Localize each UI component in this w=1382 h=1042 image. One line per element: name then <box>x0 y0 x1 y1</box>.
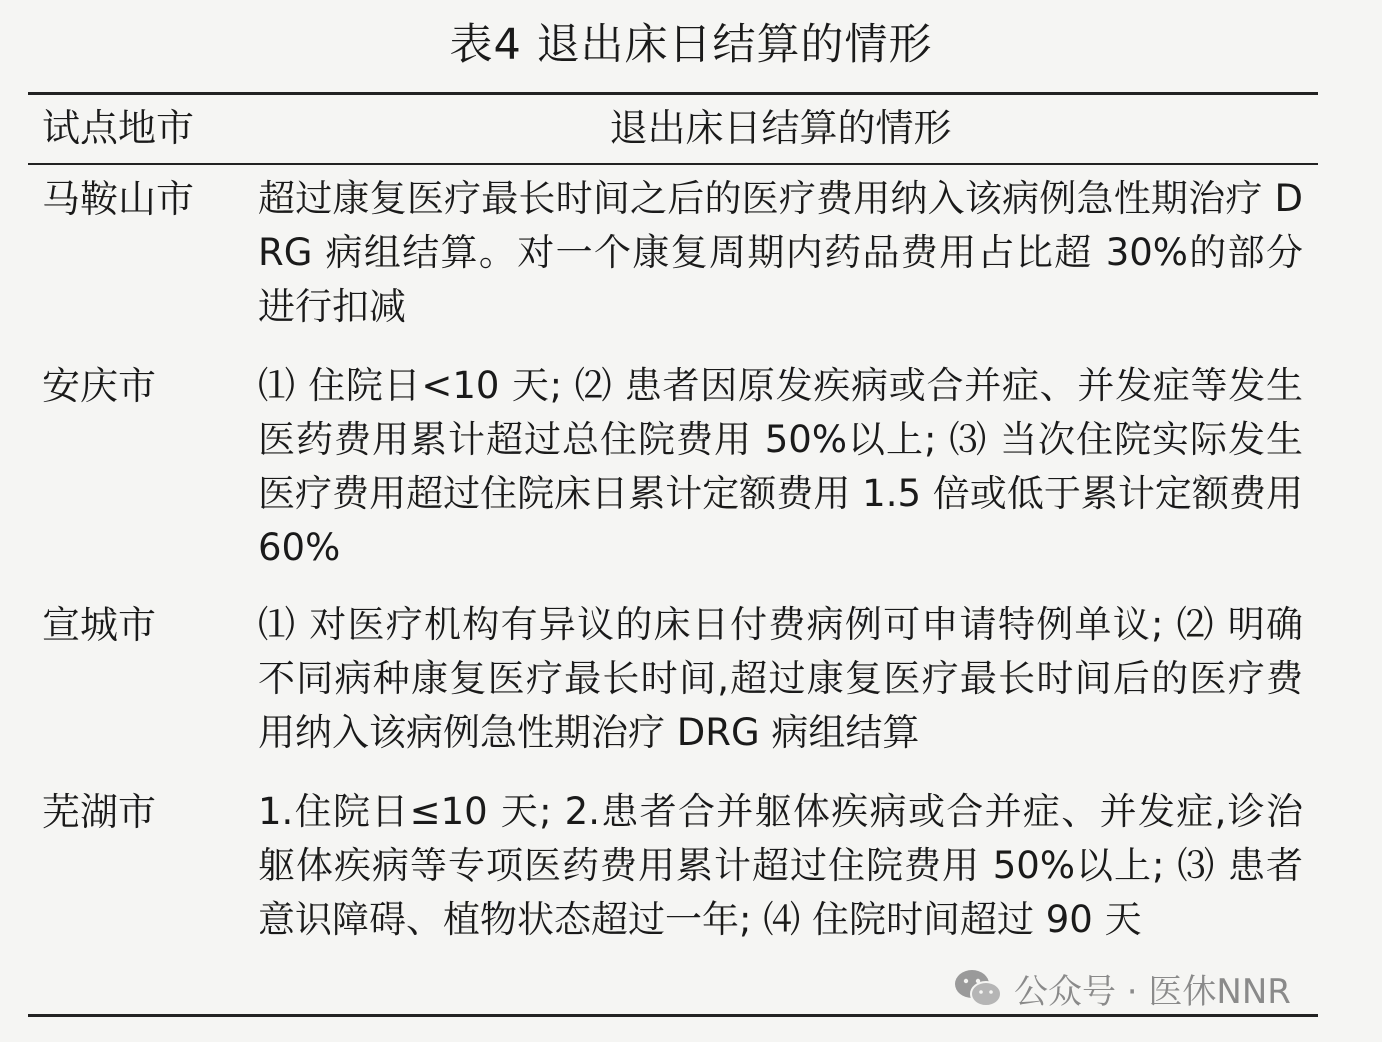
row-city: 芜湖市 <box>42 790 157 834</box>
row-conditions: ⑴ 对医疗机构有异议的床日付费病例可申请特例单议; ⑵ 明确不同病种康复医疗最长时间,超过康复医疗最长时间后的医疗费用纳入该病例急性期治疗 DRG 病组结算 <box>258 603 1303 754</box>
wechat-icon <box>952 966 1004 1010</box>
column-header-city: 试点地市 <box>42 106 195 150</box>
top-rule <box>28 92 1318 95</box>
row-city: 安庆市 <box>42 364 157 408</box>
row-city: 宣城市 <box>42 603 157 647</box>
row-city: 马鞍山市 <box>42 177 195 221</box>
row-conditions: 超过康复医疗最长时间之后的医疗费用纳入该病例急性期治疗 DRG 病组结算。对一个康复周期内药品费用占比超 30%的部分进行扣减 <box>258 177 1303 328</box>
row-conditions: ⑴ 住院日<10 天; ⑵ 患者因原发疾病或合并症、并发症等发生医药费用累计超过总住院费用 50%以上; ⑶ 当次住院实际发生医疗费用超过住院床日累计定额费用 1.5 倍或低于累计定额费用 60% <box>258 364 1303 569</box>
watermark-text: 公众号 · 医休NNR <box>1014 971 1291 1012</box>
watermark <box>952 962 1291 1014</box>
bottom-rule <box>28 1014 1318 1017</box>
header-rule <box>28 163 1318 165</box>
row-conditions: 1.住院日≤10 天; 2.患者合并躯体疾病或合并症、并发症,诊治躯体疾病等专项医药费用累计超过住院费用 50%以上; ⑶ 患者意识障碍、植物状态超过一年; ⑷ 住院时间超过 90 天 <box>258 790 1303 941</box>
column-header-conditions: 退出床日结算的情形 <box>609 106 952 150</box>
table-title: 表4 退出床日结算的情形 <box>449 20 933 70</box>
